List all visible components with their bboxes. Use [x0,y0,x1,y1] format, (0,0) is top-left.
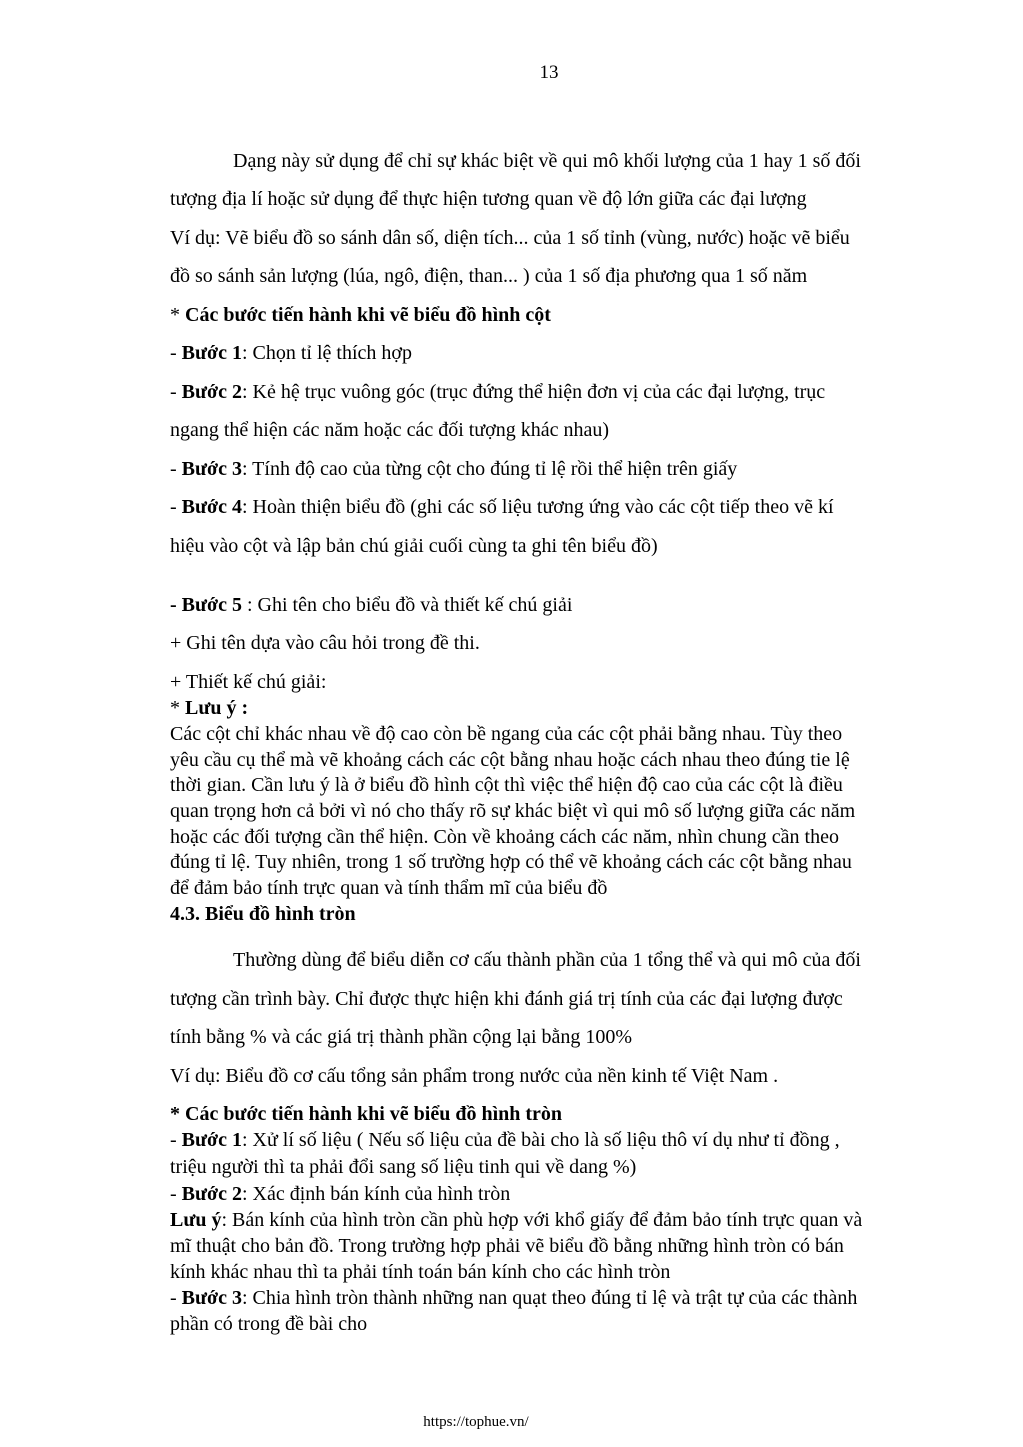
pie-steps-heading: * Các bước tiến hành khi vẽ biểu đồ hình tròn [170,1103,563,1125]
bar-note-heading: * Lưu ý : [170,697,249,719]
text-line: hoặc các đối tượng cần thể hiện. Còn về khoảng cách các năm, nhìn chung cần theo [170,826,839,848]
text-line: + Ghi tên dựa vào câu hỏi trong đề thi. [170,632,480,654]
bar-step-5: - Bước 5 : Ghi tên cho biểu đồ và thiết kế chú giải [170,594,573,616]
text-line: Các cột chỉ khác nhau về độ cao còn bề ngang của các cột phải bằng nhau. Tùy theo [170,723,843,745]
bar-step-2: - Bước 2: Kẻ hệ trục vuông góc (trục đứng thể hiện đơn vị của các đại lượng, trục [170,381,826,403]
text-line: tượng địa lí hoặc sử dụng để thực hiện tương quan về độ lớn giữa các đại lượng [170,188,807,210]
text-line: tượng cần trình bày. Chỉ được thực hiện khi đánh giá trị tính của các đại lượng được [170,988,843,1010]
text-line: Thường dùng để biểu diễn cơ cấu thành phần của 1 tổng thể và qui mô của đối [233,949,861,971]
bar-step-4: - Bước 4: Hoàn thiện biểu đồ (ghi các số liệu tương ứng vào các cột tiếp theo vẽ kí [170,496,834,518]
text-line: triệu người thì ta phải đổi sang số liệu tinh qui về dang %) [170,1156,637,1178]
text-line: quan trọng hơn cả bởi vì nó cho thấy rõ sự khác biệt vì qui mô số lượng giữa các năm [170,800,856,822]
pie-note: Lưu ý: Bán kính của hình tròn cần phù hợp với khổ giấy để đảm bảo tính trực quan và [170,1209,863,1231]
text-line: đồ so sánh sản lượng (lúa, ngô, điện, than... ) của 1 số địa phương qua 1 số năm [170,265,808,287]
text-line: tính bằng % và các giá trị thành phần cộng lại bằng 100% [170,1026,633,1048]
pie-step-1: - Bước 1: Xử lí số liệu ( Nếu số liệu của đề bài cho là số liệu thô ví dụ như tỉ đồng , [170,1129,840,1151]
text-line: thời gian. Cần lưu ý là ở biểu đồ hình cột thì việc thể hiện độ cao của các cột là điều [170,774,843,796]
text-line: để đảm bảo tính trực quan và tính thẩm mĩ của biểu đồ [170,877,608,899]
text-line: phần có trong đề bài cho [170,1313,368,1335]
text-line: đúng tỉ lệ. Tuy nhiên, trong 1 số trường hợp có thể vẽ khoảng cách các cột bằng nhau [170,851,852,873]
bar-steps-heading: * Các bước tiến hành khi vẽ biểu đồ hình cột [170,304,551,326]
bar-step-1: - Bước 1: Chọn tỉ lệ thích hợp [170,342,412,364]
text-line: yêu cầu cụ thể mà vẽ khoảng cách các cột bằng nhau hoặc cách nhau theo đúng tie lệ [170,749,850,771]
text-line: hiệu vào cột và lập bản chú giải cuối cùng ta ghi tên biểu đồ) [170,535,658,557]
pie-step-3: - Bước 3: Chia hình tròn thành những nan quạt theo đúng tỉ lệ và trật tự của các thành [170,1287,858,1309]
text-line: ngang thể hiện các năm hoặc các đối tượng khác nhau) [170,419,610,441]
text-line: mĩ thuật cho bản đồ. Trong trường hợp phải vẽ biểu đồ bằng những hình tròn có bán [170,1235,844,1257]
page-number: 13 [539,62,559,83]
pie-step-2: - Bước 2: Xác định bán kính của hình tròn [170,1183,511,1205]
text-line: kính khác nhau thì ta phải tính toán bán kính cho các hình tròn [170,1261,671,1283]
bar-step-3: - Bước 3: Tính độ cao của từng cột cho đúng tỉ lệ rồi thể hiện trên giấy [170,458,738,480]
footer-url: https://tophue.vn/ [423,1414,529,1430]
section-heading: 4.3. Biểu đồ hình tròn [170,903,356,925]
text-line: Ví dụ: Biểu đồ cơ cấu tổng sản phẩm trong nước của nền kinh tế Việt Nam . [170,1065,779,1087]
text-line: + Thiết kế chú giải: [170,671,327,693]
text-line: Ví dụ: Vẽ biểu đồ so sánh dân số, diện tích... của 1 số tỉnh (vùng, nước) hoặc vẽ biểu [170,227,850,249]
text-line: Dạng này sử dụng để chỉ sự khác biệt về qui mô khối lượng của 1 hay 1 số đối [233,150,861,172]
